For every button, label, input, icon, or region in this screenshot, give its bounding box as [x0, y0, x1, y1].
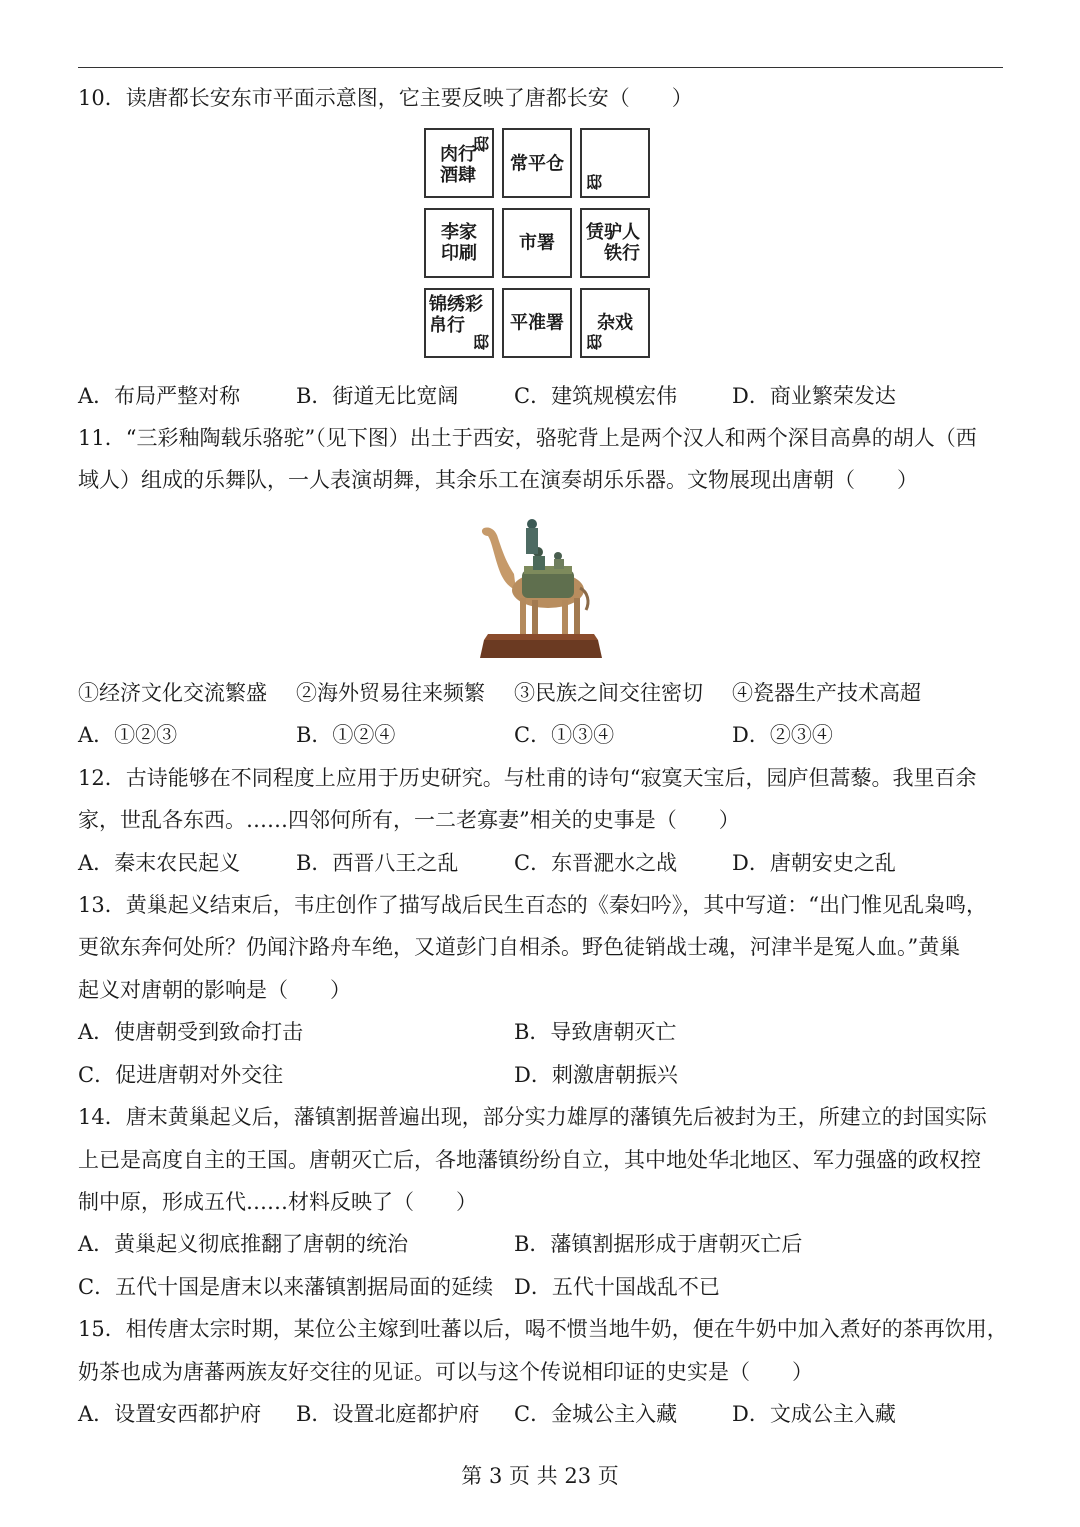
q14-option-c: C．五代十国是唐末以来藩镇割据局面的延续 [78, 1275, 494, 1299]
question-13-stem-line3: 起义对唐朝的影响是（ ） [78, 978, 351, 1002]
q11-item-2: ②海外贸易往来频繁 [296, 681, 485, 705]
question-14-stem-line3: 制中原，形成五代……材料反映了（ ） [78, 1190, 477, 1214]
map-cell-meat-wine: 肉行 酒肆 邸 [424, 128, 494, 198]
q12-option-b: B．西晋八王之乱 [296, 851, 459, 875]
question-14-stem-line1: 14．唐末黄巢起义后，藩镇割据普遍出现，部分实力雄厚的藩镇先后被封为王，所建立的封国实际 [78, 1105, 987, 1129]
question-11-stem-line2: 域人）组成的乐舞队，一人表演胡舞，其余乐工在演奏胡乐乐器。文物展现出唐朝（ ） [78, 468, 918, 492]
q15-option-d: D．文成公主入藏 [732, 1402, 896, 1426]
question-15-stem-line1: 15．相传唐太宗时期，某位公主嫁到吐蕃以后，喝不惯当地牛奶，便在牛奶中加入煮好的茶再饮用， [78, 1317, 1008, 1341]
map-cell-acrobatics: 杂戏 邸 [580, 288, 650, 358]
q15-option-b: B．设置北庭都护府 [296, 1402, 480, 1426]
q10-option-a: A．布局严整对称 [78, 384, 241, 408]
question-15-stem-line2: 奶茶也成为唐蕃两族友好交往的见证。可以与这个传说相印证的史实是（ ） [78, 1360, 813, 1384]
question-13-stem-line2: 更欲东奔何处所？仍闻汴路舟车绝，又道彭门自相杀。野色徒销战士魂，河津半是冤人血。”黄巢 [78, 935, 961, 959]
q15-option-c: C．金城公主入藏 [514, 1402, 678, 1426]
q14-option-a: A．黄巢起义彻底推翻了唐朝的统治 [78, 1232, 409, 1256]
q13-option-b: B．导致唐朝灭亡 [514, 1020, 677, 1044]
question-12-stem-line1: 12．古诗能够在不同程度上应用于历史研究。与杜甫的诗句“寂寞天宝后，园庐但蒿藜。我里百余 [78, 766, 977, 790]
question-11-stem-line1: 11．“三彩釉陶载乐骆驼”（见下图）出土于西安，骆驼背上是两个汉人和两个深目高鼻的胡人（西 [78, 426, 977, 450]
q11-option-b: B．①②④ [296, 723, 396, 747]
q12-option-d: D．唐朝安史之乱 [732, 851, 896, 875]
q11-item-4: ④瓷器生产技术高超 [732, 681, 921, 705]
page-footer: 第 3 页 共 23 页 [461, 1464, 619, 1488]
q12-option-a: A．秦末农民起义 [78, 851, 241, 875]
question-14-stem-line2: 上已是高度自主的王国。唐朝灭亡后，各地藩镇纷纷自立，其中地处华北地区、军力强盛的政权控 [78, 1148, 981, 1172]
q10-option-d: D．商业繁荣发达 [732, 384, 896, 408]
map-cell-market-office: 市署 [502, 208, 572, 278]
question-13-stem-line1: 13．黄巢起义结束后，韦庄创作了描写战后民生百态的《秦妇吟》，其中写道：“出门惟见乱枭鸣， [78, 893, 987, 917]
q13-option-d: D．刺激唐朝振兴 [514, 1063, 678, 1087]
question-10-stem: 10．读唐都长安东市平面示意图，它主要反映了唐都长安（ ） [78, 86, 693, 110]
map-cell-price-office: 平准署 [502, 288, 572, 358]
q13-option-a: A．使唐朝受到致命打击 [78, 1020, 304, 1044]
question-12-stem-line2: 家，世乱各东西。……四邻何所有，一二老寡妻”相关的史事是（ ） [78, 808, 740, 832]
q11-item-3: ③民族之间交往密切 [514, 681, 703, 705]
q14-option-d: D．五代十国战乱不已 [514, 1275, 720, 1299]
map-cell-printing: 李家 印刷 [424, 208, 494, 278]
map-cell-granary: 常平仓 [502, 128, 572, 198]
tri-color-camel-image [476, 512, 606, 662]
q13-option-c: C．促进唐朝对外交往 [78, 1063, 284, 1087]
q10-option-c: C．建筑规模宏伟 [514, 384, 678, 408]
q11-option-c: C．①③④ [514, 723, 615, 747]
map-cell-inn: 邸 [580, 128, 650, 198]
q11-item-1: ①经济文化交流繁盛 [78, 681, 267, 705]
q11-option-d: D．②③④ [732, 723, 833, 747]
map-cell-silk: 锦绣彩 帛行 邸 [424, 288, 494, 358]
q14-option-b: B．藩镇割据形成于唐朝灭亡后 [514, 1232, 803, 1256]
q11-option-a: A．①②③ [78, 723, 178, 747]
q10-option-b: B．街道无比宽阔 [296, 384, 459, 408]
map-cell-donkey-iron: 赁驴人 铁行 [580, 208, 650, 278]
q15-option-a: A．设置安西都护府 [78, 1402, 262, 1426]
q12-option-c: C．东晋淝水之战 [514, 851, 678, 875]
east-market-map [424, 128, 656, 360]
header-rule [78, 67, 1003, 68]
